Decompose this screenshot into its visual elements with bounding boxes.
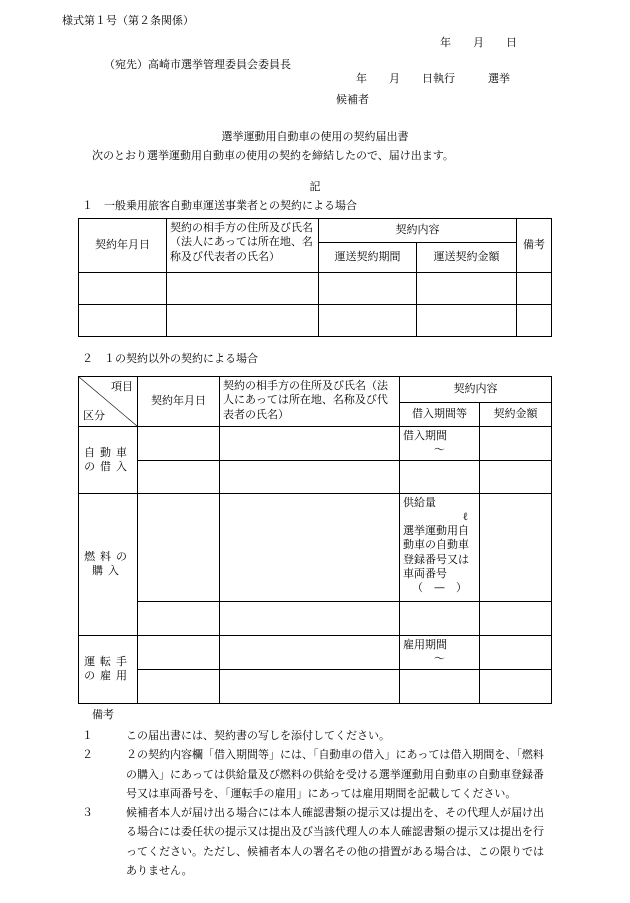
col-period: 借入期間等 [400,403,480,427]
col-amount: 契約金額 [480,403,552,427]
cell-date[interactable] [138,427,220,461]
cell-party[interactable] [220,635,400,669]
cell-amount[interactable] [480,601,552,635]
col-contract-date: 契約年月日 [79,219,167,273]
tilde-mark: ～ [434,443,445,457]
cell-date[interactable] [138,460,220,493]
cell-party[interactable] [220,460,400,493]
registration-number-bracket: （ — ） [412,581,467,595]
note-item: ２ ２の契約内容欄「借入期間等」には、「自動車の借入」にあっては借入期間を、「燃料の購入」にあっては供給量及び燃料の供給を受ける選挙運動用自動車の自動車登録番号又は車両番号を、「運転手の雇用」にあっては雇用期間を記載してください。 [82,748,544,800]
cell-party[interactable] [220,669,400,703]
cell-party[interactable] [220,601,400,635]
cell-party[interactable] [220,427,400,461]
cell-date[interactable] [138,601,220,635]
liter-unit: ℓ [462,509,468,523]
cell-amount[interactable] [480,669,552,703]
cell-amount[interactable] [417,305,517,337]
cell-date[interactable] [138,669,220,703]
election-date-line: 年 月 日執行 選挙 [356,72,510,85]
rental-period-label: 借入期間 [403,429,447,442]
cell-period[interactable] [319,273,417,305]
cell-period[interactable] [400,669,480,703]
note-item: １ この届出書には、契約書の写しを添付してください。 [82,729,390,742]
ki-label: 記 [309,180,321,193]
form-number: 様式第１号（第２条関係） [62,14,194,27]
candidate-label: 候補者 [336,93,369,106]
row-fuel-purchase: 燃料の購入 [79,493,138,635]
notes-list [82,726,554,880]
notes-title: 備考 [92,708,114,721]
employment-period-label: 雇用期間 [403,637,447,651]
col-remarks: 備考 [517,219,552,273]
cell-rental-period[interactable] [400,427,480,461]
cell-fuel-detail[interactable] [400,493,480,601]
cell-date[interactable] [79,305,167,337]
cell-remarks[interactable] [517,273,552,305]
cell-employment-period[interactable] [400,635,480,669]
col-contract-party: 契約の相手方の住所及び氏名（法人にあっては所在地、名称及び代表者の氏名） [220,377,400,427]
cell-party[interactable] [167,273,319,305]
col-contract-date: 契約年月日 [138,377,220,427]
intro-text: 次のとおり選挙運動用自動車の使用の契約を締結したので、届け出ます。 [92,149,454,162]
note-item: ３ 候補者本人が届け出る場合には本人確認書類の提示又は提出を、その代理人が届け出る場合には委任状の提示又は提出及び当該代理人の本人確認書類の提示又は提出を行ってください。ただし、候補者本人の署名その他の措置がある場合は、この限りではありません。 [82,806,544,877]
cell-amount[interactable] [480,460,552,493]
cell-amount[interactable] [480,493,552,601]
table-taxi-contract [78,218,552,337]
cell-date[interactable] [138,493,220,601]
corner-item-label: 項目 [111,380,133,393]
cell-remarks[interactable] [517,305,552,337]
row-car-rental: 自動車の借入 [79,427,138,494]
col-contract-content: 契約内容 [400,377,552,403]
cell-party[interactable] [220,493,400,601]
cell-period[interactable] [400,460,480,493]
document-title: 選挙運動用自動車の使用の契約届出書 [221,130,409,143]
col-transport-period: 運送契約期間 [319,243,417,273]
cell-amount[interactable] [417,273,517,305]
row-driver-employment: 運転手の雇用 [79,635,138,703]
submission-date: 年 月 日 [440,36,517,49]
addressee: （宛先）高崎市選挙管理委員会委員長 [104,58,291,71]
cell-period[interactable] [400,601,480,635]
col-contract-party: 契約の相手方の住所及び氏名（法人にあっては所在地、名称及び代表者の氏名） [167,219,319,273]
col-transport-amount: 運送契約金額 [417,243,517,273]
section1-heading: １ 一般乗用旅客自動車運送事業者との契約による場合 [82,199,357,212]
tilde-mark: ～ [434,651,445,665]
cell-amount[interactable] [480,635,552,669]
table-row [79,305,552,337]
cell-period[interactable] [319,305,417,337]
col-contract-content: 契約内容 [319,219,517,243]
table-other-contract [78,376,552,704]
corner-header [79,377,138,427]
cell-amount[interactable] [480,427,552,461]
section2-heading: ２ １の契約以外の契約による場合 [82,352,258,365]
cell-date[interactable] [79,273,167,305]
fuel-amount-label: 供給量 [403,495,436,509]
cell-party[interactable] [167,305,319,337]
fuel-registration-label: 選挙運動用自動車の自動車登録番号又は車両番号 [403,524,469,581]
table-row [79,273,552,305]
cell-date[interactable] [138,635,220,669]
corner-kubun-label: 区分 [83,408,105,422]
